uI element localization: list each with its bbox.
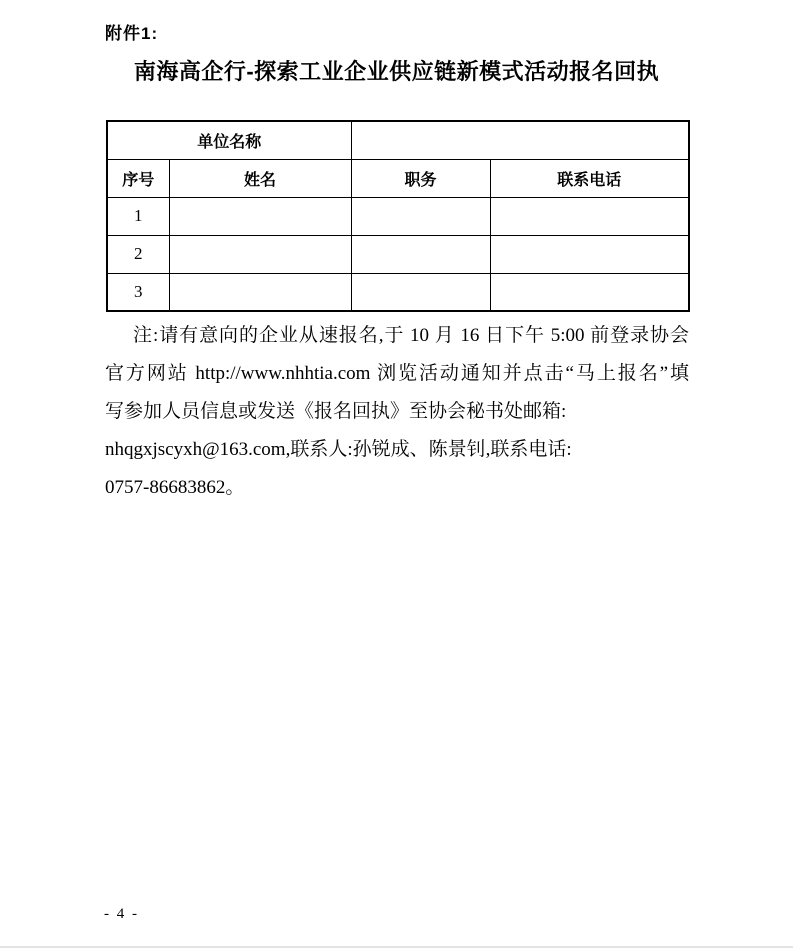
note-line: 注:请有意向的企业从速报名,于 10 月 16 日下午 5:00 前登录协会 [133, 325, 689, 346]
title-field[interactable] [351, 235, 490, 273]
title-field[interactable] [351, 197, 490, 235]
name-field[interactable] [169, 197, 351, 235]
note-line: 0757-86683862。 [105, 477, 245, 498]
name-field[interactable] [169, 235, 351, 273]
company-name-row [107, 121, 689, 159]
column-header-name: 姓名 [169, 159, 351, 197]
row-number: 2 [107, 235, 169, 273]
phone-field[interactable] [490, 235, 689, 273]
table-row [107, 197, 689, 235]
title-field[interactable] [351, 273, 490, 311]
note-line: nhqgxjscyxh@163.com,联系人:孙锐成、陈景钊,联系电话: [105, 439, 572, 460]
note-paragraph [105, 317, 689, 507]
table-row [107, 273, 689, 311]
note-line: 官方网站 http://www.nhhtia.com 浏览活动通知并点击“马上报名”填 [105, 363, 689, 384]
page-title: 南海高企行-探索工业企业供应链新模式活动报名回执 [133, 59, 660, 84]
column-header-phone: 联系电话 [490, 159, 689, 197]
table-row [107, 235, 689, 273]
company-name-field[interactable] [351, 121, 689, 159]
page-number: - 4 - [104, 906, 139, 922]
row-number: 1 [107, 197, 169, 235]
phone-field[interactable] [490, 197, 689, 235]
page-bottom-edge [0, 946, 793, 948]
company-name-label: 单位名称 [107, 121, 351, 159]
attachment-label: 附件1: [105, 24, 159, 43]
column-header-no: 序号 [107, 159, 169, 197]
registration-table [106, 120, 690, 312]
phone-field[interactable] [490, 273, 689, 311]
column-header-title: 职务 [351, 159, 490, 197]
row-number: 3 [107, 273, 169, 311]
name-field[interactable] [169, 273, 351, 311]
note-line: 写参加人员信息或发送《报名回执》至协会秘书处邮箱: [105, 401, 567, 422]
table-header-row [107, 159, 689, 197]
